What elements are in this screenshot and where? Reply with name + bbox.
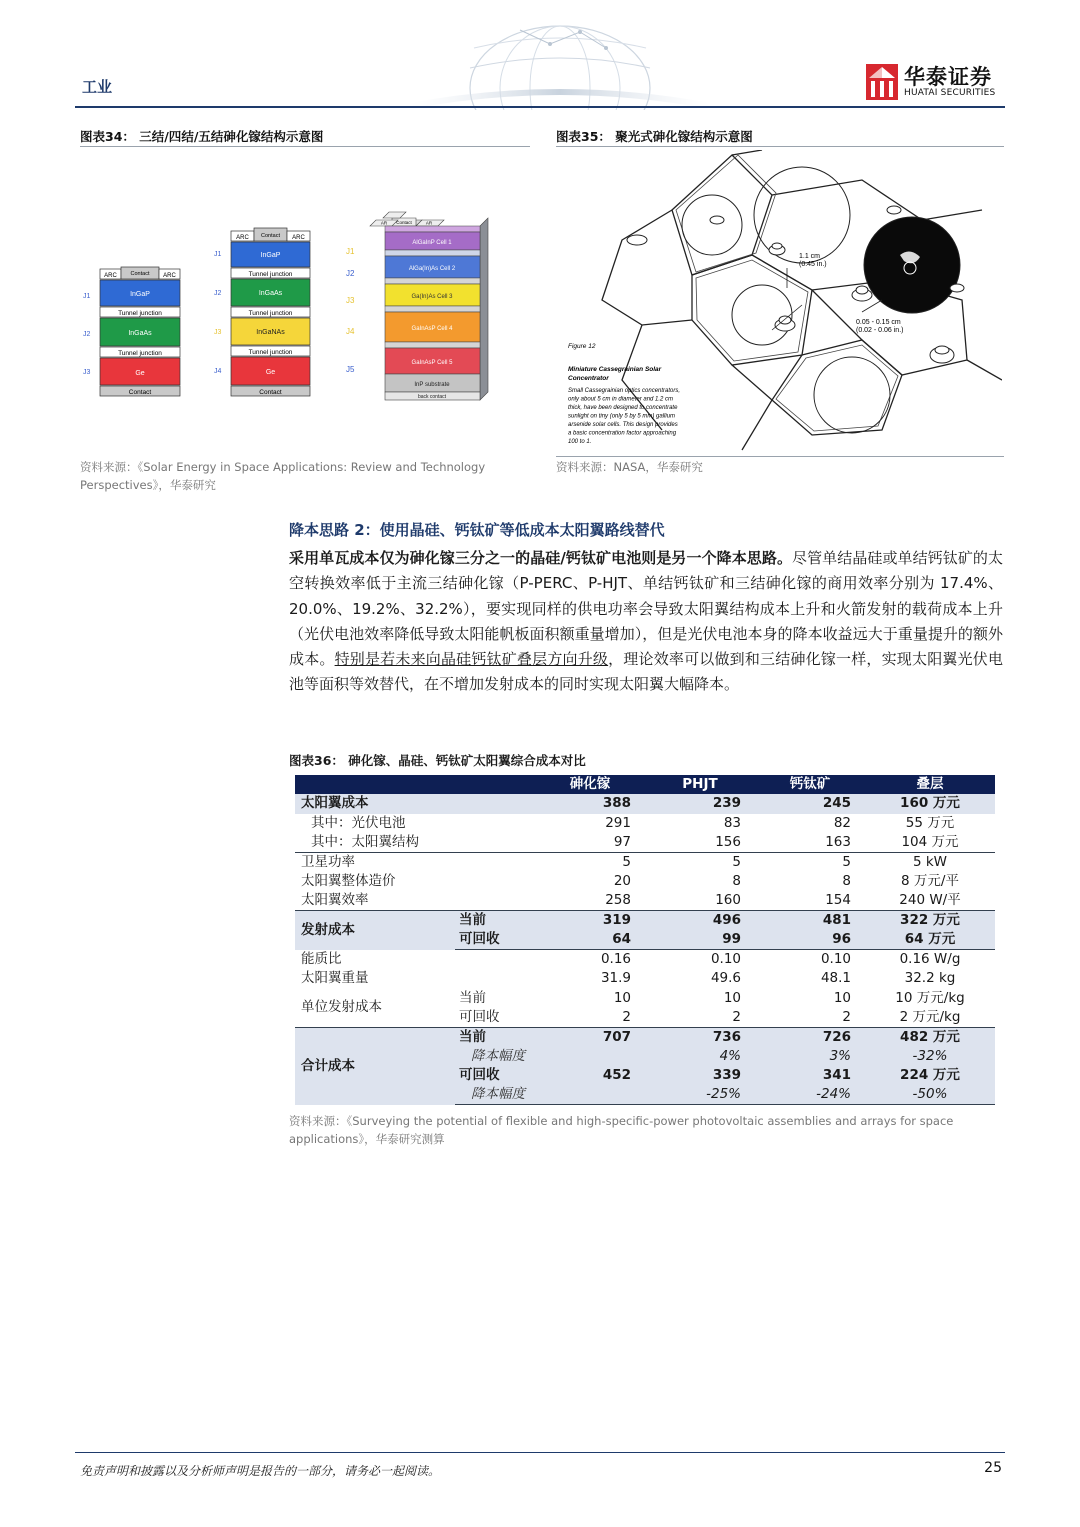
cost-comparison-table	[295, 775, 995, 1105]
table-row: 其中：光伏电池 291 83 82 55 万元	[311, 814, 955, 831]
j-label: J2	[214, 290, 222, 297]
dim-label: (0.02 - 0.06 in.)	[856, 327, 904, 334]
fig35-caption: 图表35： 聚光式砷化镓结构示意图	[556, 129, 753, 144]
table-row: 降本幅度 4% 3% -32%	[295, 1047, 995, 1066]
stack-five-junction	[346, 212, 488, 400]
col-phjt: PHJT	[645, 775, 755, 794]
page-number: 25	[984, 1460, 1002, 1476]
arc-label: ARC	[104, 273, 117, 279]
dim-label: 0.05 - 0.15 cm	[856, 319, 901, 326]
brand-logo	[866, 62, 1006, 102]
layer: InGaP	[260, 252, 281, 259]
figure-number: Figure 12	[568, 343, 596, 350]
col-tandem: 叠层	[865, 775, 995, 794]
layer: InGaAs	[128, 330, 152, 337]
j-label: J1	[214, 251, 222, 258]
header-rule	[75, 106, 1005, 108]
table-row: 可回收 2 2 2 2 万元/kg	[459, 1008, 961, 1025]
huatai-logo-icon	[866, 64, 898, 100]
j-label: J4	[214, 368, 222, 375]
table-row: 单位发射成本 当前 10 10 10 10 万元/kg	[301, 989, 965, 1016]
j-label: J4	[346, 327, 355, 336]
layer: GaInAsP Cell 4	[411, 326, 453, 332]
footer-rule	[75, 1452, 1005, 1453]
table-row: 太阳翼整体造价 20 8 8 8 万元/平	[301, 873, 959, 890]
layer: GaInAsP Cell 5	[411, 360, 453, 366]
layer: Ge	[135, 370, 145, 377]
col-gaas: 砷化镓	[535, 775, 645, 794]
contact-label: Contact	[261, 233, 280, 239]
header-globe-graphic	[410, 18, 710, 110]
j-label: J2	[346, 269, 355, 278]
figure-title: Miniature Cassegrainian Solar	[568, 366, 662, 373]
j-label: J1	[83, 293, 91, 300]
top-label: AR	[380, 220, 388, 226]
table-row: 可回收 452 339 341 224 万元	[295, 1066, 995, 1085]
top-label: AR	[425, 220, 433, 226]
desc-line: arsenide solar cells. This design provides	[568, 422, 678, 428]
section-title: 降本思路 2：使用晶硅、钙钛矿等低成本太阳翼路线替代	[289, 521, 665, 539]
fig34-caption-rule	[80, 146, 530, 147]
sector-label: 工业	[82, 78, 113, 96]
j-label: J3	[346, 296, 355, 305]
table36-caption: 图表36： 砷化镓、晶硅、钙钛矿太阳翼综合成本对比	[289, 753, 586, 768]
table-row: 发射成本 当前 319 496 481 322 万元	[295, 911, 995, 931]
contact-label: Contact	[130, 271, 150, 277]
j-label: J1	[346, 247, 355, 256]
fig34-caption: 图表34： 三结/四结/五结砷化镓结构示意图	[80, 129, 324, 144]
table-row: 太阳翼成本 388 239 245 160 万元	[295, 794, 995, 813]
fig35-caption-rule	[556, 146, 1004, 147]
layer: Ge	[265, 369, 276, 376]
layer: Contact	[259, 389, 282, 396]
table36-source-line1: 资料来源：《Surveying the potential of flexible and high-specific-power photovoltaic assemblies and arrays for space	[289, 1114, 954, 1128]
layer: InGaNAs	[256, 329, 285, 336]
dim-label: (0.45 in.)	[799, 261, 827, 268]
top-label: Contact	[396, 220, 412, 225]
table-header-row	[295, 775, 995, 794]
arc-label: ARC	[163, 273, 176, 279]
layer: Tunnel junction	[248, 271, 293, 278]
para-body-1: 尽管单结晶硅或单结钙钛矿的太空转换效率低于主流三结砷化镓（P-PERC、P-HJT、单结钙钛矿和三结砷化镓的商用效率分别为 17.4%、20.0%、19.2%、32.2%），要实现同样的供电功率会导致太阳翼结构成本上升和火箭发射的载荷成本上升（光伏电池效率降低导致太阳能帆板面积额重量增加），但是光伏电池本身的降本收益远大于重量提升的额外成本。	[289, 549, 1003, 669]
table-row: 太阳翼效率 258 160 154 240 W/平	[301, 892, 961, 909]
fig35-bottom-rule	[556, 456, 1004, 457]
table-row: 其中：太阳翼结构 97 156 163 104 万元	[311, 833, 959, 850]
para-underline: 特别是若未来向晶硅钙钛矿叠层方向升级	[334, 650, 609, 669]
fig34-junction-diagram	[80, 196, 530, 416]
arc-label: ARC	[236, 235, 249, 241]
j-label: J3	[83, 369, 91, 376]
table-row: 合计成本 当前 707 736 726 482 万元	[295, 1027, 995, 1047]
desc-line: thick, have been designed to concentrate	[568, 405, 678, 411]
stack-four-junction	[214, 228, 310, 396]
arc-label: ARC	[292, 235, 305, 241]
desc-line: only about 5 cm in diameter and 1.2 cm	[568, 396, 674, 403]
table-row: 太阳翼重量 31.9 49.6 48.1 32.2 kg	[301, 970, 956, 987]
fig35-concentrator-diagram	[562, 150, 1002, 455]
layer: AlGaInP Cell 1	[412, 240, 452, 246]
layer: InGaAs	[258, 290, 283, 297]
layer: Tunnel junction	[248, 349, 293, 356]
fig35-source: 资料来源：NASA，华泰研究	[556, 460, 703, 474]
layer: Tunnel junction	[248, 310, 293, 317]
table-row: 能质比 0.16 0.10 0.10 0.16 W/g	[301, 950, 961, 968]
section-paragraph	[289, 546, 1003, 698]
table-row: 卫星功率 5 5 5 5 kW	[295, 852, 995, 872]
desc-line: a basic concentration factor approaching	[568, 430, 677, 437]
table36-source-line2: applications》，华泰研究测算	[289, 1132, 445, 1146]
table36-source	[289, 1112, 1003, 1148]
col-perovskite: 钙钛矿	[755, 775, 865, 794]
stack-three-junction	[83, 267, 180, 396]
layer: InGaP	[130, 291, 150, 298]
layer: InP substrate	[414, 382, 450, 388]
logo-english-name: HUATAI SECURITIES	[904, 87, 996, 98]
desc-line: Small Cassegrainian optics concentrators,	[568, 388, 681, 394]
footer-disclaimer: 免责声明和披露以及分析师声明是报告的一部分，请务必一起阅读。	[80, 1464, 441, 1478]
j-label: J5	[346, 365, 355, 374]
table-row: 可回收 64 99 96 64 万元	[295, 930, 995, 950]
para-body-2: ，理论效率可以做到和三结砷化镓一样，实现太阳翼光伏电池等面积等效替代，在不增加发射成本的同时实现太阳翼大幅降本。	[289, 650, 1003, 694]
layer: back contact	[417, 394, 447, 400]
desc-line: sunlight on tiny (only 5 by 5 mm) gallium	[568, 413, 676, 420]
figure-title: Concentrator	[568, 375, 609, 382]
logo-chinese-name: 华泰证券	[904, 64, 992, 89]
para-lead: 采用单瓦成本仅为砷化镓三分之一的晶硅/钙钛矿电池则是另一个降本思路。	[289, 549, 793, 567]
dim-label: 1.1 cm	[799, 253, 821, 260]
j-label: J3	[214, 329, 222, 336]
layer: Contact	[128, 389, 152, 396]
layer: AlGa(In)As Cell 2	[408, 266, 456, 272]
layer: Tunnel junction	[118, 350, 162, 357]
fig34-source	[80, 458, 530, 494]
fig34-source-line2: Perspectives》，华泰研究	[80, 478, 216, 492]
fig34-source-line1: 资料来源：《Solar Energy in Space Applications: Review and Technology	[80, 460, 486, 474]
layer: Ga(In)As Cell 3	[411, 294, 453, 300]
j-label: J2	[83, 331, 91, 338]
layer: Tunnel junction	[118, 310, 162, 317]
desc-line: 100 to 1.	[568, 439, 592, 445]
table-row: 降本幅度 -25% -24% -50%	[295, 1085, 995, 1105]
